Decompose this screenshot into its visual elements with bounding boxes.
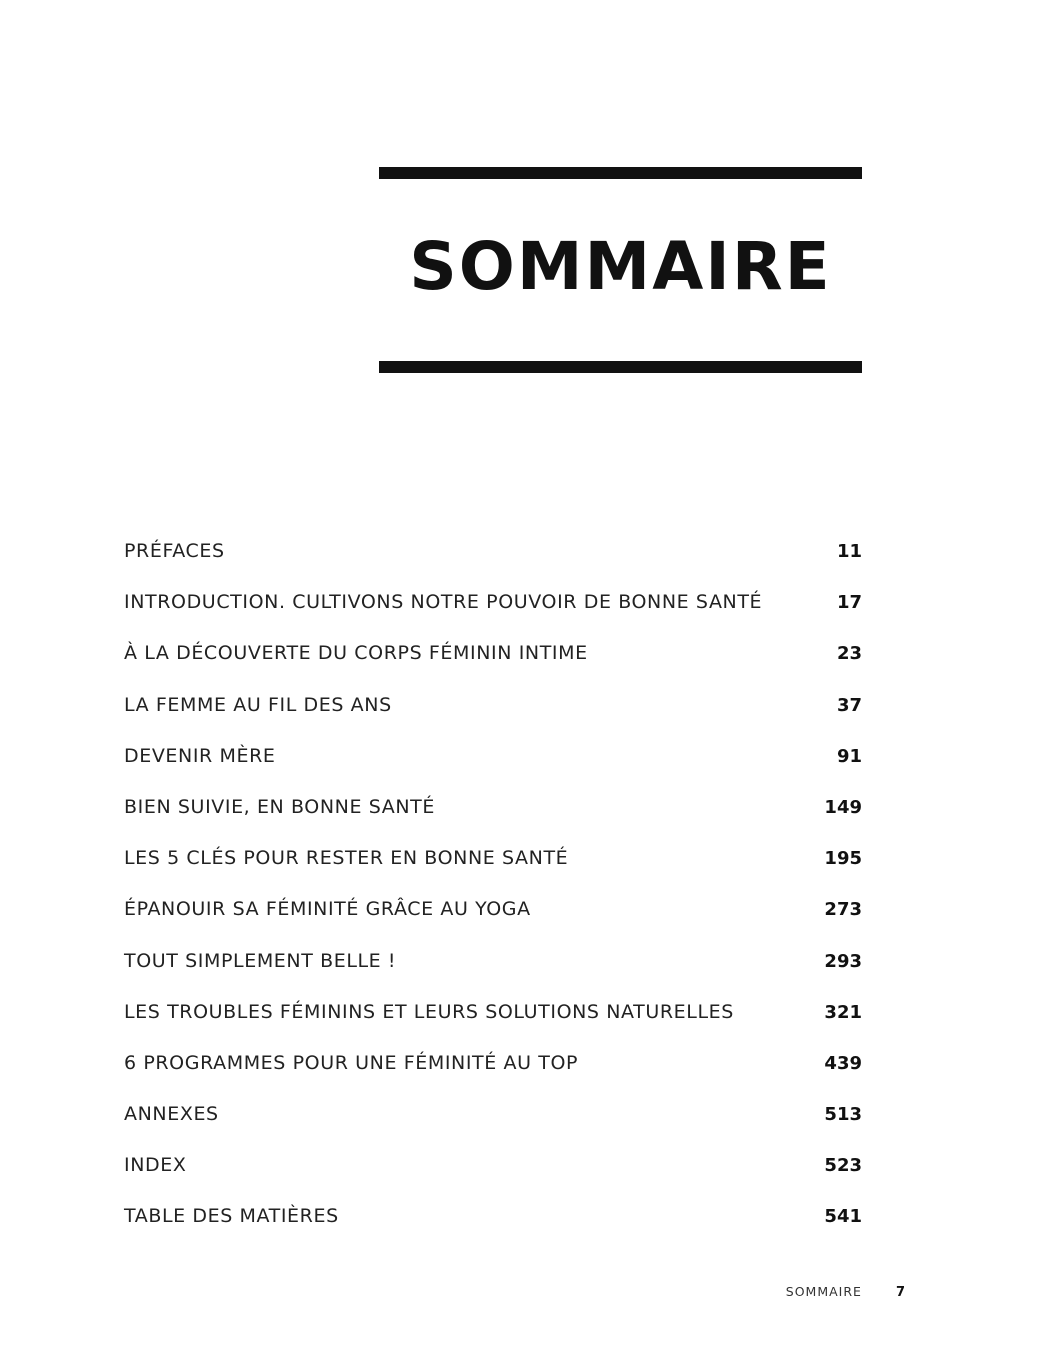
- toc-entry[interactable]: [124, 941, 862, 992]
- footer-section-label: SOMMAIRE: [785, 1284, 862, 1299]
- toc-entry-label: 6 PROGRAMMES POUR UNE FÉMINITÉ AU TOP: [124, 1051, 579, 1074]
- toc-entry-page-number: 321: [824, 1001, 862, 1023]
- toc-entry-label: INDEX: [124, 1154, 187, 1177]
- toc-entry[interactable]: [124, 531, 862, 582]
- toc-entry[interactable]: [124, 1094, 862, 1145]
- table-of-contents: [124, 531, 862, 1248]
- toc-entry[interactable]: [124, 736, 862, 787]
- page-footer: [786, 1284, 905, 1300]
- toc-entry-page-number: 513: [824, 1104, 862, 1126]
- toc-entry-page-number: 149: [824, 796, 862, 818]
- toc-entry[interactable]: [124, 1043, 862, 1094]
- toc-entry-page-number: 293: [824, 950, 862, 972]
- toc-entry-page-number: 541: [824, 1206, 862, 1228]
- toc-entry-page-number: 37: [836, 694, 862, 716]
- toc-entry-page-number: 195: [824, 848, 862, 870]
- toc-entry[interactable]: [124, 1196, 862, 1247]
- toc-entry[interactable]: [124, 992, 862, 1043]
- toc-entry[interactable]: [124, 838, 862, 889]
- toc-entry[interactable]: [124, 889, 862, 940]
- toc-entry-page-number: 23: [836, 643, 862, 665]
- title-rule-top: [379, 167, 862, 179]
- toc-entry-label: À LA DÉCOUVERTE DU CORPS FÉMININ INTIME: [124, 642, 588, 665]
- toc-entry[interactable]: [124, 582, 862, 633]
- toc-entry-label: TABLE DES MATIÈRES: [124, 1205, 339, 1228]
- title-rule-bottom: [379, 361, 862, 373]
- toc-entry-page-number: 11: [836, 541, 862, 562]
- toc-entry-page-number: 523: [824, 1155, 862, 1177]
- toc-entry[interactable]: [124, 787, 862, 838]
- toc-entry-page-number: 91: [836, 745, 862, 767]
- toc-entry-page-number: 273: [824, 899, 862, 921]
- footer-page-number: 7: [895, 1285, 905, 1300]
- toc-entry-label: ÉPANOUIR SA FÉMINITÉ GRÂCE AU YOGA: [124, 898, 531, 921]
- toc-entry-label: INTRODUCTION. CULTIVONS NOTRE POUVOIR DE BONNE SANTÉ: [124, 591, 763, 614]
- toc-entry-label: ANNEXES: [124, 1103, 219, 1126]
- toc-entry-page-number: 439: [824, 1052, 862, 1074]
- toc-entry-label: LES 5 CLÉS POUR RESTER EN BONNE SANTÉ: [124, 847, 569, 870]
- toc-entry-label: TOUT SIMPLEMENT BELLE !: [124, 949, 397, 972]
- toc-entry[interactable]: [124, 1145, 862, 1196]
- toc-entry-label: PRÉFACES: [124, 540, 225, 562]
- toc-entry-label: BIEN SUIVIE, EN BONNE SANTÉ: [124, 795, 435, 818]
- toc-entry[interactable]: [124, 633, 862, 684]
- toc-entry[interactable]: [124, 685, 862, 736]
- page-title: SOMMAIRE: [409, 228, 832, 305]
- toc-entry-page-number: 17: [836, 592, 862, 614]
- toc-entry-label: DEVENIR MÈRE: [124, 744, 276, 767]
- toc-entry-label: LES TROUBLES FÉMININS ET LEURS SOLUTIONS NATURELLES: [124, 1000, 734, 1023]
- toc-entry-label: LA FEMME AU FIL DES ANS: [124, 693, 392, 716]
